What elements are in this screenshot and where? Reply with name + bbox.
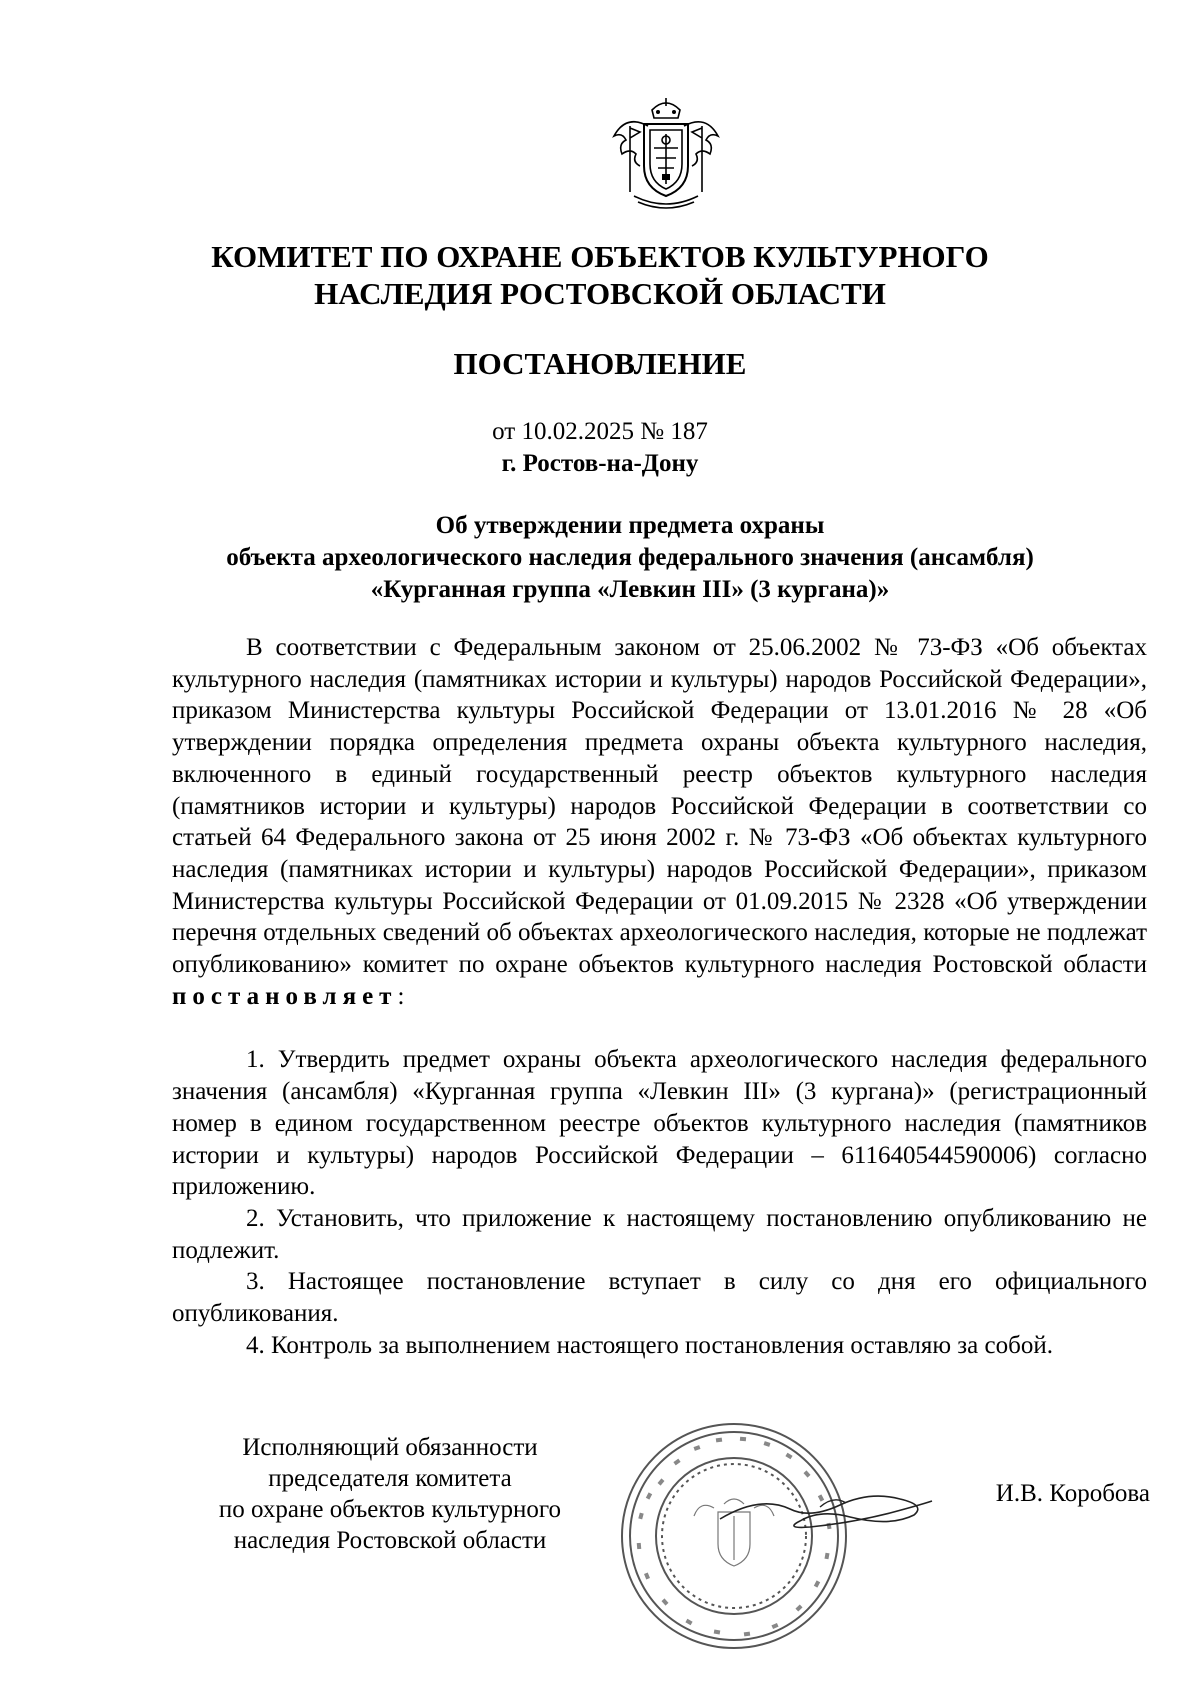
signatory-title-line3: по охране объектов культурного (218, 1496, 562, 1523)
signatory-title-line4: наследия Ростовской области (233, 1527, 547, 1554)
city: г. Ростов-на-Дону (501, 450, 699, 477)
organization-name-line1: КОМИТЕТ ПО ОХРАНЕ ОБЪЕКТОВ КУЛЬТУРНОГО (211, 239, 989, 274)
date-number: от 10.02.2025 № 187 (492, 418, 708, 445)
signatory-title-line1: Исполняющий обязанности (242, 1434, 538, 1461)
signatory-name: И.В. Коробова (995, 1480, 1150, 1507)
signatory-title-line2: председателя комитета (268, 1465, 512, 1492)
organization-name (0, 238, 1200, 312)
preamble-text: В соответствии с Федеральным законом от 25.06.2002 № 73-ФЗ «Об объектах культурного наследия (памятниках истории и культуры) народов Российской Федерации», приказом Министерства культуры Российской Федерации от 13.01.2016 № 28 «Об утверждении порядка определения предмета охраны объекта культурного наследия, включенного в единый государственный реестр объектов культурного наследия (памятников истории и культуры) народов Российской Федерации в соответствии со статьей 64 Федерального закона от 25 июня 2002 г. № 73-ФЗ «Об объектах культурного наследия (памятниках истории и культуры) народов Российской Федерации», приказом Министерства культуры Российской Федерации от 01.09.2015 № 2328 «Об утверждении перечня отдельных сведений об объектах археологического наследия, которые не подлежат опубликованию» комитет по охране объектов культурного наследия Ростовской области (172, 634, 1147, 979)
preamble-paragraph (172, 632, 1147, 1012)
handwritten-signature-icon (700, 1465, 940, 1545)
document-type: ПОСТАНОВЛЕНИЕ (453, 346, 747, 381)
organization-name-line2: НАСЛЕДИЯ РОСТОВСКОЙ ОБЛАСТИ (314, 276, 886, 311)
subject-line3: «Курганная группа «Левкин III» (3 кургана)» (370, 576, 890, 603)
decree-verb: постановляет (172, 982, 398, 1010)
decree-item-4: 4. Контроль за выполнением настоящего постановления оставляю за собой. (246, 1331, 1053, 1359)
coat-of-arms-icon (608, 96, 724, 214)
signatory-title (180, 1432, 600, 1556)
preamble-end: : (397, 982, 405, 1010)
subject-line2: объекта археологического наследия федерального значения (ансамбля) (226, 544, 1034, 571)
decree-item-1: 1. Утвердить предмет охраны объекта археологического наследия федерального значения (ансамбля) «Курганная группа «Левкин III» (3 кургана)» (регистрационный номер в едином государственном реестре объектов культурного наследия (памятников истории и культуры) народов Российской Федерации – 611640544590006) согласно приложению. (172, 1046, 1147, 1201)
subject-line1: Об утверждении предмета охраны (435, 512, 825, 539)
document-subject (170, 510, 1090, 606)
decree-item-2: 2. Установить, что приложение к настоящему постановлению опубликованию не подлежит. (172, 1204, 1147, 1264)
document-body (172, 632, 1147, 1361)
decree-item-3: 3. Настоящее постановление вступает в силу со дня его официального опубликования. (172, 1268, 1147, 1328)
